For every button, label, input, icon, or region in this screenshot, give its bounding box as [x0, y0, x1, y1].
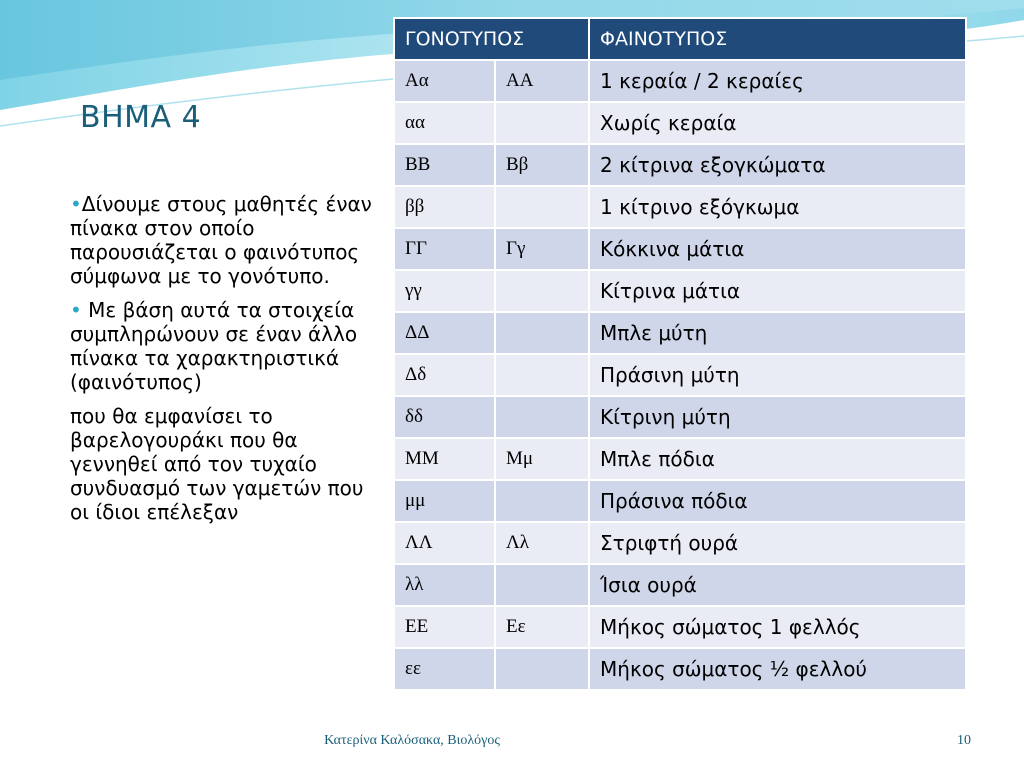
slide-body [70, 192, 375, 534]
table-row [394, 354, 966, 396]
genotype-alt-cell [495, 312, 589, 354]
genotype-alt-cell [495, 396, 589, 438]
genotype-alt-cell: Εε [495, 606, 589, 648]
genotype-alt-cell [495, 186, 589, 228]
genotype-alt-cell: Μμ [495, 438, 589, 480]
genotype-alt-cell: ΑΑ [495, 60, 589, 102]
genotype-cell: ΒΒ [394, 144, 495, 186]
phenotype-cell: Κίτρινα μάτια [589, 270, 966, 312]
phenotype-cell: 1 κεραία / 2 κεραίες [589, 60, 966, 102]
phenotype-cell: Μήκος σώματος 1 φελλός [589, 606, 966, 648]
footer-author: Κατερίνα Καλόσακα, Βιολόγος [324, 733, 500, 748]
phenotype-cell: Πράσινη μύτη [589, 354, 966, 396]
genotype-cell: ΕΕ [394, 606, 495, 648]
genotype-alt-cell [495, 354, 589, 396]
genotype-cell: εε [394, 648, 495, 690]
table-row [394, 60, 966, 102]
page-number: 10 [957, 733, 971, 748]
bullet-item-1 [70, 192, 375, 288]
bullet-icon: • [70, 298, 82, 322]
genotype-cell: γγ [394, 270, 495, 312]
phenotype-cell: Ίσια ουρά [589, 564, 966, 606]
phenotype-cell: Πράσινα πόδια [589, 480, 966, 522]
phenotype-cell: Μπλε μύτη [589, 312, 966, 354]
header-phenotype: ΦΑΙΝΟΤΥΠΟΣ [589, 18, 966, 60]
genotype-alt-cell [495, 102, 589, 144]
table-row [394, 522, 966, 564]
bullet-text-2: Με βάση αυτά τα στοιχεία συμπληρώνουν σε έναν άλλο πίνακα τα χαρακτηριστικά (φαινότυπος) [70, 298, 358, 394]
genotype-cell: ΛΛ [394, 522, 495, 564]
genotype-alt-cell [495, 270, 589, 312]
phenotype-cell: Χωρίς κεραία [589, 102, 966, 144]
bullet-icon: • [70, 192, 82, 216]
bullet-text-1: Δίνουμε στους μαθητές έναν πίνακα στον οποίο παρουσιάζεται ο φαινότυπος σύμφωνα με το γονότυπο. [70, 192, 372, 288]
table-row [394, 228, 966, 270]
phenotype-cell: Μήκος σώματος ½ φελλού [589, 648, 966, 690]
phenotype-cell: Κίτρινη μύτη [589, 396, 966, 438]
table-row [394, 312, 966, 354]
genotype-cell: Δδ [394, 354, 495, 396]
table-row [394, 564, 966, 606]
genotype-cell: αα [394, 102, 495, 144]
table-row [394, 270, 966, 312]
genotype-alt-cell: Ββ [495, 144, 589, 186]
phenotype-cell: 2 κίτρινα εξογκώματα [589, 144, 966, 186]
table-row [394, 144, 966, 186]
genotype-phenotype-table [393, 17, 967, 691]
genotype-cell: ΓΓ [394, 228, 495, 270]
genotype-cell: δδ [394, 396, 495, 438]
genotype-cell: ΔΔ [394, 312, 495, 354]
genotype-alt-cell: Λλ [495, 522, 589, 564]
genotype-cell: μμ [394, 480, 495, 522]
phenotype-cell: 1 κίτρινο εξόγκωμα [589, 186, 966, 228]
table-row [394, 438, 966, 480]
genotype-cell: λλ [394, 564, 495, 606]
table-row [394, 396, 966, 438]
slide-title: ΒΗΜΑ 4 [80, 100, 202, 135]
table-header-row [394, 18, 966, 60]
genotype-cell: ββ [394, 186, 495, 228]
continuation-text: που θα εμφανίσει το βαρελογουράκι που θα γεννηθεί από τον τυχαίο συνδυασμό των γαμετών που οι ίδιοι επέλεξαν [70, 404, 364, 524]
table-row [394, 648, 966, 690]
table-row [394, 186, 966, 228]
genotype-cell: ΜΜ [394, 438, 495, 480]
genotype-alt-cell [495, 480, 589, 522]
table-row [394, 480, 966, 522]
phenotype-cell: Κόκκινα μάτια [589, 228, 966, 270]
genotype-alt-cell: Γγ [495, 228, 589, 270]
genotype-cell: Αα [394, 60, 495, 102]
bullet-item-2 [70, 298, 375, 394]
phenotype-cell: Μπλε πόδια [589, 438, 966, 480]
header-genotype: ΓΟΝΟΤΥΠΟΣ [394, 18, 589, 60]
phenotype-cell: Στριφτή ουρά [589, 522, 966, 564]
table-row [394, 102, 966, 144]
table-row [394, 606, 966, 648]
genotype-alt-cell [495, 648, 589, 690]
genotype-alt-cell [495, 564, 589, 606]
